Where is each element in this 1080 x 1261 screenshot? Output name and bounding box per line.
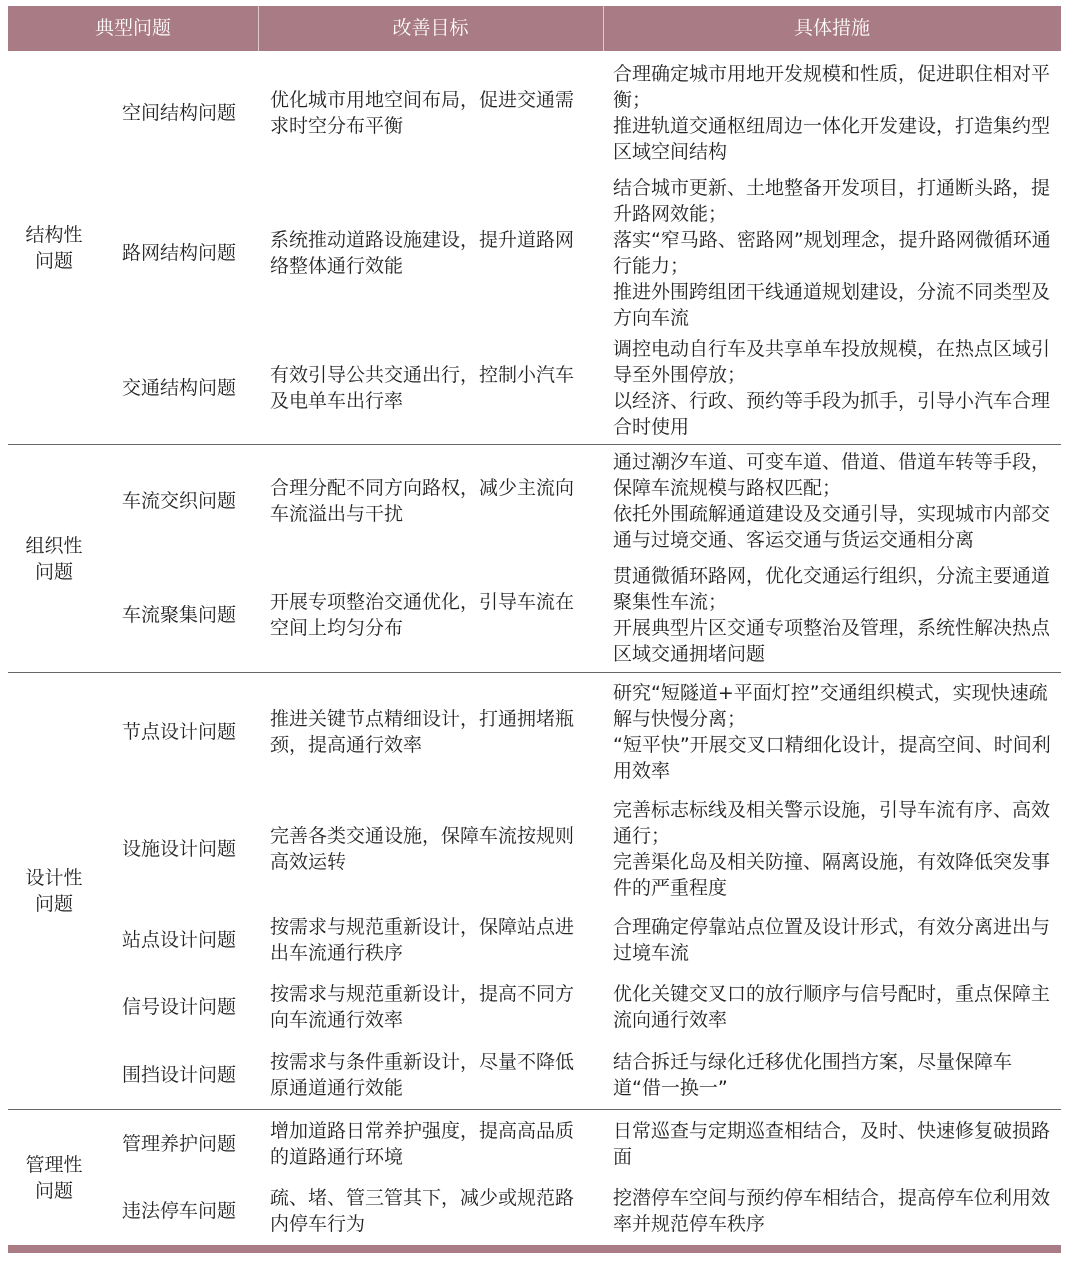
measure-line: “短平快”开展交叉口精细化设计，提高空间、时间利用效率: [613, 733, 1051, 782]
header-measures: 具体措施: [793, 17, 870, 39]
measure-line: 推进外围跨组团干线通道规划建设，分流不同类型及方向车流: [613, 281, 1051, 329]
category-label: 管理性 问题: [25, 1153, 83, 1202]
measure-line: 优化关键交叉口的放行顺序与信号配时，重点保障主流向通行效率: [613, 982, 1051, 1031]
goal-cell: 开展专项整治交通优化，引导车流在空间上均匀分布: [270, 590, 575, 639]
measure-line: 依托外围疏解通道建设及交通引导，实现城市内部交通与过境交通、客运交通与货运交通相分离: [613, 503, 1051, 551]
measures-cell: [613, 557, 1053, 672]
measure-line: 研究“短隧道+平面灯控”交通组织模式，实现快速疏解与快慢分离；: [613, 681, 1048, 730]
problem-cell: 车流聚集问题: [121, 603, 236, 626]
table-row: [8, 1040, 1061, 1109]
problem-cell: 设施设计问题: [121, 837, 236, 860]
measure-line: 通过潮汐车道、可变车道、借道、借道车转等手段，保障车流规模与路权匹配；: [613, 451, 1051, 499]
goal-cell: 完善各类交通设施，保障车流按规则高效运转: [270, 824, 575, 873]
problem-cell: 管理养护问题: [121, 1132, 236, 1155]
table-row: [8, 174, 1061, 332]
problem-cell: 交通结构问题: [121, 377, 236, 399]
problem-cell: 路网结构问题: [121, 242, 236, 264]
problem-cell: 围挡设计问题: [121, 1063, 236, 1086]
problem-cell: 站点设计问题: [121, 929, 236, 951]
table-row: [8, 51, 1061, 174]
category-label: 设计性 问题: [25, 867, 83, 915]
table-row: [8, 557, 1061, 672]
problem-cell: 空间结构问题: [121, 101, 236, 124]
measures-cell: [613, 907, 1053, 973]
measures-cell: [613, 1040, 1053, 1109]
measure-line: 日常巡查与定期巡查相结合，及时、快速修复破损路面: [613, 1119, 1051, 1168]
table-row: [8, 673, 1061, 790]
measures-cell: [613, 51, 1053, 174]
measure-line: 推进轨道交通枢纽周边一体化开发建设，打造集约型区域空间结构: [613, 114, 1051, 163]
problem-cell: 车流交织问题: [121, 490, 236, 512]
table-row: [8, 790, 1061, 907]
table-row: [8, 445, 1061, 557]
header-goal: 改善目标: [392, 17, 469, 39]
measures-cell: [613, 790, 1053, 907]
problem-cell: 节点设计问题: [121, 720, 236, 743]
measure-line: 调控电动自行车及共享单车投放规模，在热点区域引导至外围停放；: [613, 338, 1051, 386]
measures-cell: [613, 1177, 1053, 1245]
goal-cell: 有效引导公共交通出行，控制小汽车及电单车出行率: [270, 364, 575, 412]
category-label: 组织性 问题: [25, 534, 83, 583]
table-row: [8, 1110, 1061, 1177]
goal-cell: 合理分配不同方向路权，减少主流向车流溢出与干扰: [270, 477, 575, 525]
table-row: [8, 1177, 1061, 1245]
measure-line: 结合城市更新、土地整备开发项目，打通断头路，提升路网效能；: [613, 177, 1051, 225]
problem-cell: 违法停车问题: [121, 1200, 236, 1222]
header-problem: 典型问题: [94, 17, 171, 39]
table-footer-bar: [8, 1245, 1061, 1253]
goal-cell: 按需求与规范重新设计，提高不同方向车流通行效率: [270, 982, 575, 1031]
measures-cell: [613, 174, 1053, 332]
measure-line: 完善渠化岛及相关防撞、隔离设施，有效降低突发事件的严重程度: [613, 850, 1051, 899]
table-row: [8, 332, 1061, 444]
table-row: [8, 973, 1061, 1040]
measures-cell: [613, 1110, 1053, 1177]
table-row: [8, 907, 1061, 973]
measure-line: 以经济、行政、预约等手段为抓手，引导小汽车合理合时使用: [613, 390, 1051, 438]
measure-line: 合理确定停靠站点位置及设计形式，有效分离进出与过境车流: [613, 916, 1051, 964]
problem-cell: 信号设计问题: [121, 995, 236, 1018]
measure-line: 落实“窄马路、密路网”规划理念，提升路网微循环通行能力；: [613, 229, 1051, 277]
measure-line: 挖潜停车空间与预约停车相结合，提高停车位利用效率并规范停车秩序: [613, 1187, 1051, 1235]
goal-cell: 增加道路日常养护强度，提高高品质的道路通行环境: [270, 1119, 575, 1168]
measure-line: 贯通微循环路网，优化交通运行组织，分流主要通道聚集性车流；: [613, 564, 1051, 613]
goal-cell: 优化城市用地空间布局，促进交通需求时空分布平衡: [270, 88, 575, 137]
measures-cell: [613, 673, 1053, 790]
goal-cell: 按需求与条件重新设计，尽量不降低原通道通行效能: [270, 1050, 575, 1099]
measure-line: 开展典型片区交通专项整治及管理，系统性解决热点区域交通拥堵问题: [613, 616, 1051, 665]
table-header: [8, 6, 1061, 51]
measures-cell: [613, 445, 1053, 557]
goal-cell: 系统推动道路设施建设，提升道路网络整体通行效能: [270, 229, 575, 277]
measure-line: 完善标志标线及相关警示设施，引导车流有序、高效通行；: [613, 798, 1051, 847]
measures-cell: [613, 332, 1053, 444]
goal-cell: 疏、堵、管三管其下，减少或规范路内停车行为: [270, 1187, 575, 1235]
measure-line: 结合拆迁与绿化迁移优化围挡方案，尽量保障车道“借一换一”: [613, 1050, 1013, 1099]
measure-line: 合理确定城市用地开发规模和性质，促进职住相对平衡；: [613, 62, 1051, 111]
goal-cell: 按需求与规范重新设计，保障站点进出车流通行秩序: [270, 916, 575, 964]
goal-cell: 推进关键节点精细设计，打通拥堵瓶颈，提高通行效率: [270, 707, 575, 756]
measures-cell: [613, 973, 1053, 1040]
category-label: 结构性 问题: [25, 223, 83, 272]
